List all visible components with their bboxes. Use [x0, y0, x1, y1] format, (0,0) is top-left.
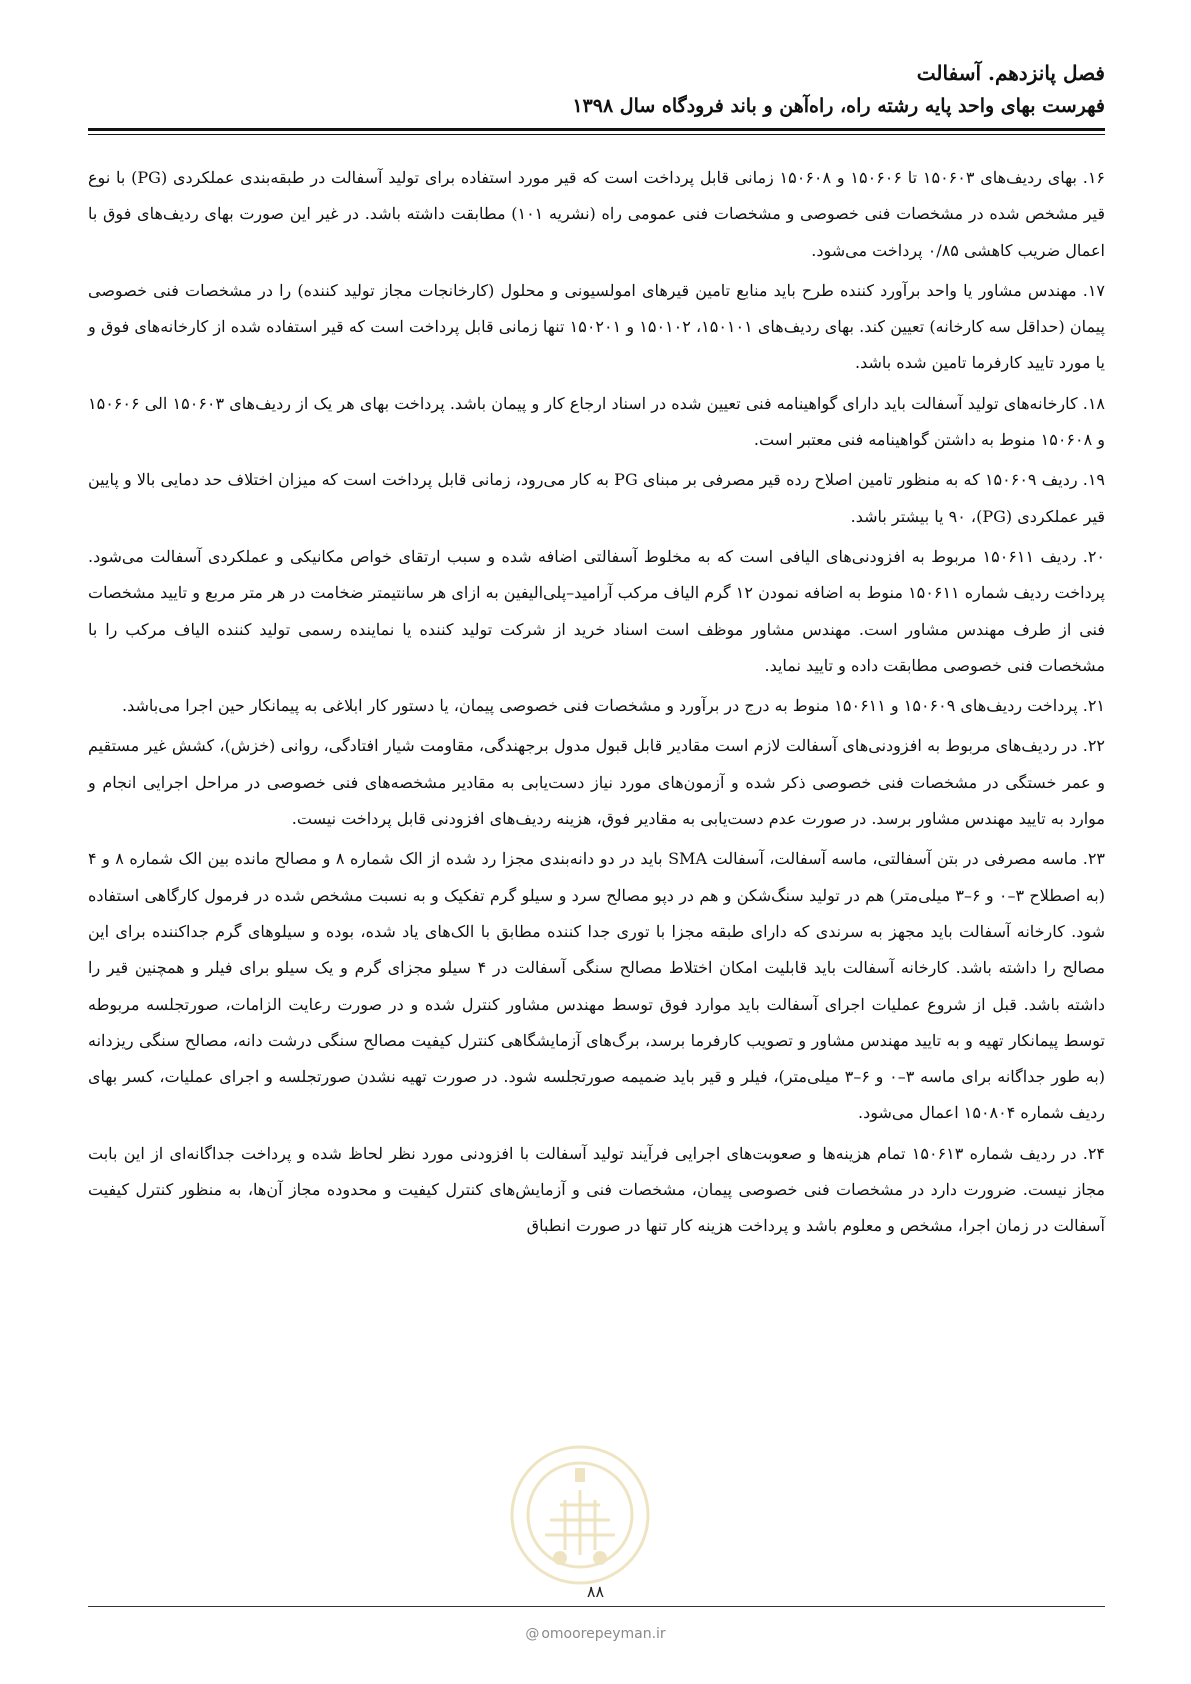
at-icon: @: [525, 1626, 540, 1642]
footer-rule: [88, 1606, 1105, 1607]
chapter-title: فصل پانزدهم. آسفالت: [916, 61, 1105, 85]
body-text: [88, 160, 1105, 1245]
paragraph-23: ۲۳. ماسه مصرفی در بتن آسفالتی، ماسه آسفالت، آسفالت SMA باید در دو دانه‌بندی مجزا رد شده از الک شماره ۸ و مصالح مانده بین الک شماره ۸ و ۴ (به اصطلاح ۳–۰ و ۶–۳ میلی‌متر) هم در تولید سنگ‌شکن و هم در دپو مصالح سرد و سیلو گرم تفکیک و به نسبت مشخص شده در فرمول کارگاهی استفاده شود. کارخانه آسفالت باید مجهز به سرندی که دارای طبقه مجزا با توری جدا کننده مطابق با الک‌های یاد شده، بوده و سیلوهای گرم جداکننده برای این مصالح را داشته باشد. کارخانه آسفالت باید قابلیت امکان اختلاط مصالح سنگی آسفالت در ۴ سیلو مجزای گرم و یک سیلو برای فیلر و همچنین قیر را داشته باشد. قبل از شروع عملیات اجرای آسفالت باید موارد فوق توسط مهندس مشاور کنترل شده و در صورت رعایت الزامات، صورتجلسه مربوطه توسط پیمانکار تهیه و به تایید مهندس مشاور و تصویب کارفرما برسد، برگ‌های آزمایشگاهی کنترل کیفیت مصالح سنگی درشت دانه، مصالح سنگی ریزدانه (به طور جداگانه برای ماسه ۳–۰ و ۶–۳ میلی‌متر)، فیلر و قیر باید ضمیمه صورتجلسه شود. در صورت تهیه نشدن صورتجلسه و اجرای عملیات، کسر بهای ردیف شماره ۱۵۰۸۰۴ اعمال می‌شود.: [88, 849, 1106, 1123]
page-header: [88, 56, 1105, 122]
paragraph-21: ۲۱. پرداخت ردیف‌های ۱۵۰۶۰۹ و ۱۵۰۶۱۱ منوط به درج در برآورد و مشخصات فنی خصوصی پیمان، یا دستور کار ابلاغی به پیمانکار حین اجرا می‌باشد.: [122, 696, 1105, 716]
document-subtitle: فهرست بهای واحد پایه رشته راه، راه‌آهن و باند فرودگاه سال ۱۳۹۸: [572, 95, 1105, 117]
header-rule-thin: [88, 134, 1105, 135]
paragraph-18: ۱۸. کارخانه‌های تولید آسفالت باید دارای گواهینامه فنی تعیین شده در اسناد ارجاع کار و پیمان باشد. پرداخت بهای هر یک از ردیف‌های ۱۵۰۶۰۳ الی ۱۵۰۶۰۶ و ۱۵۰۶۰۸ منوط به داشتن گواهینامه فنی معتبر است.: [88, 393, 1106, 450]
seal-watermark-icon: [505, 1440, 655, 1590]
paragraph-20: ۲۰. ردیف ۱۵۰۶۱۱ مربوط به افزودنی‌های الیافی است که به مخلوط آسفالتی اضافه شده و سبب ارتقای خواص مکانیکی و عملکردی آسفالت می‌شود. پرداخت ردیف شماره ۱۵۰۶۱۱ منوط به اضافه نمودن ۱۲ گرم الیاف مرکب آرامید–پلی‌الیفین به ازای هر سانتیمتر ضخامت در هر متر مربع و تایید مشخصات فنی از طرف مهندس مشاور است. مهندس مشاور موظف است اسناد خرید از شرکت تولید کننده یا نماینده رسمی تولید کننده الیاف مرکب را با مشخصات فنی خصوصی مطابقت داده و تایید نماید.: [88, 546, 1106, 675]
paragraph-22: ۲۲. در ردیف‌های مربوط به افزودنی‌های آسفالت لازم است مقادیر قابل قبول مدول برجهندگی، مقاومت شیار افتادگی، روانی (خزش)، کشش غیر مستقیم و عمر خستگی در مشخصات فنی خصوصی ذکر شده و آزمون‌های مورد نیاز دست‌یابی به مقادیر مشخصه‌های فنی خصوصی در مراحل اجرایی انجام و موارد به تایید مهندس مشاور برسد. در صورت عدم دست‌یابی به مقادیر فوق، هزینه ردیف‌های افزودنی قابل پرداخت نیست.: [88, 736, 1105, 829]
page-number: ۸۸: [586, 1582, 605, 1601]
paragraph-19: ۱۹. ردیف ۱۵۰۶۰۹ که به منظور تامین اصلاح رده قیر مصرفی بر مبنای PG به کار می‌رود، زمانی قابل پرداخت است که میزان اختلاف حد دمایی بالا و پایین قیر عملکردی (PG)، ۹۰ یا بیشتر باشد.: [88, 470, 1105, 526]
paragraph-17: ۱۷. مهندس مشاور یا واحد برآورد کننده طرح باید منابع تامین قیرهای امولسیونی و محلول (کارخانجات مجاز تولید کننده) را در مشخصات فنی خصوصی پیمان (حداقل سه کارخانه) تعیین کند. بهای ردیف‌های ۱۵۰۱۰۱، ۱۵۰۱۰۲ و ۱۵۰۲۰۱ تنها زمانی قابل پرداخت است که قیر استفاده شده از کارخانه‌های فوق و یا مورد تایید کارفرما تامین شده باشد.: [88, 280, 1106, 373]
paragraph-24: ۲۴. در ردیف شماره ۱۵۰۶۱۳ تمام هزینه‌ها و صعوبت‌های اجرایی فرآیند تولید آسفالت با افزودنی مورد نظر لحاظ شده و پرداخت جداگانه‌ای از این بابت مجاز نیست. ضرورت دارد در مشخصات فنی خصوصی پیمان، مشخصات فنی و آزمایش‌های کنترل کیفیت و محدوده مجاز آن‌ها، به منظور کنترل کیفیت آسفالت در زمان اجرا، مشخص و معلوم باشد و پرداخت هزینه کار تنها در صورت انطباق: [88, 1143, 1106, 1236]
header-rule-thick: [88, 128, 1105, 131]
website-text: omoorepeyman.ir: [541, 1626, 666, 1642]
paragraph-16: ۱۶. بهای ردیف‌های ۱۵۰۶۰۳ تا ۱۵۰۶۰۶ و ۱۵۰۶۰۸ زمانی قابل پرداخت است که قیر مورد استفاده برای تولید آسفالت در طبقه‌بندی عملکردی (PG) با نوع قیر مشخص شده در مشخصات فنی خصوصی و مشخصات فنی عمومی راه (نشریه ۱۰۱) مطابقت داشته باشد. در غیر این صورت بهای ردیف‌های فوق با اعمال ضریب کاهشی ۰/۸۵ پرداخت می‌شود.: [88, 168, 1106, 260]
website-footer: [0, 1626, 1191, 1642]
